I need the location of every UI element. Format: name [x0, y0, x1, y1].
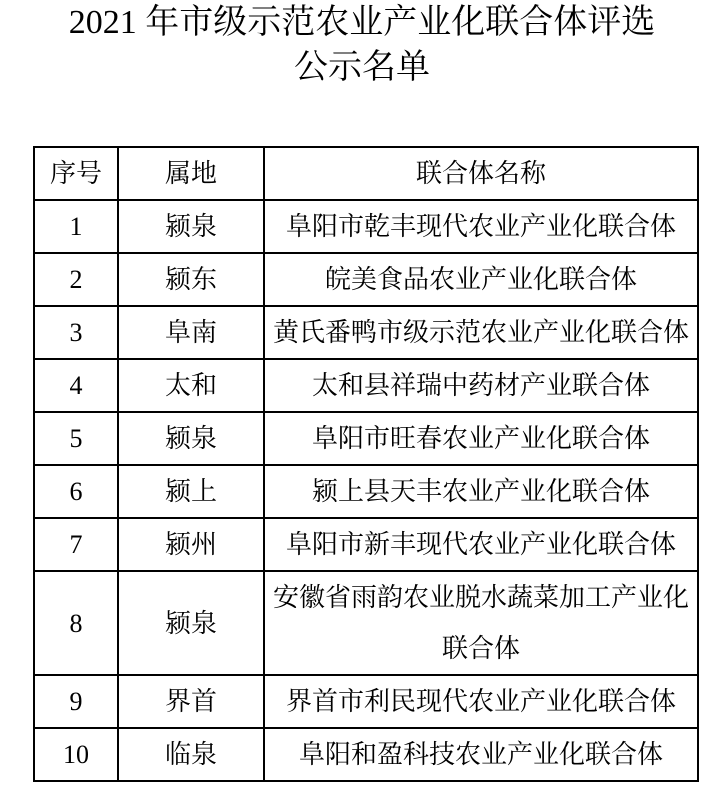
- table-row: [34, 306, 698, 359]
- table-header-row: [34, 147, 698, 200]
- table-row: [34, 359, 698, 412]
- table-row: [34, 465, 698, 518]
- table-row: [34, 200, 698, 253]
- table-row: [34, 675, 698, 728]
- table-row: [34, 253, 698, 306]
- page-title: [0, 0, 724, 90]
- district-cell: 界首: [118, 675, 264, 728]
- consortium-name-cell: 颍上县天丰农业产业化联合体: [264, 465, 698, 518]
- row-index-cell: 8: [34, 571, 118, 675]
- district-cell: 阜南: [118, 306, 264, 359]
- table-row: [34, 571, 698, 675]
- district-cell: 颍泉: [118, 412, 264, 465]
- consortium-name-cell: 阜阳市新丰现代农业产业化联合体: [264, 518, 698, 571]
- district-cell: 颍泉: [118, 571, 264, 675]
- consortium-name-cell: 阜阳市乾丰现代农业产业化联合体: [264, 200, 698, 253]
- consortium-table: [33, 146, 699, 782]
- table-row: [34, 518, 698, 571]
- row-index-cell: 3: [34, 306, 118, 359]
- page-title-line-1: 2021 年市级示范农业产业化联合体评选: [68, 4, 656, 41]
- header-cell-district: 属地: [118, 147, 264, 200]
- consortium-name-cell: 皖美食品农业产业化联合体: [264, 253, 698, 306]
- row-index-cell: 4: [34, 359, 118, 412]
- consortium-name-cell: 阜阳市旺春农业产业化联合体: [264, 412, 698, 465]
- consortium-name-cell: 界首市利民现代农业产业化联合体: [264, 675, 698, 728]
- district-cell: 颍泉: [118, 200, 264, 253]
- table-body: [34, 200, 698, 781]
- district-cell: 颍州: [118, 518, 264, 571]
- district-cell: 太和: [118, 359, 264, 412]
- consortium-name-cell: 黄氏番鸭市级示范农业产业化联合体: [264, 306, 698, 359]
- row-index-cell: 9: [34, 675, 118, 728]
- district-cell: 颍东: [118, 253, 264, 306]
- row-index-cell: 10: [34, 728, 118, 781]
- row-index-cell: 5: [34, 412, 118, 465]
- header-cell-index: 序号: [34, 147, 118, 200]
- table-row: [34, 412, 698, 465]
- consortium-name-cell: 安徽省雨韵农业脱水蔬菜加工产业化联合体: [264, 571, 698, 675]
- header-cell-consortium-name: 联合体名称: [264, 147, 698, 200]
- district-cell: 临泉: [118, 728, 264, 781]
- table-row: [34, 728, 698, 781]
- row-index-cell: 2: [34, 253, 118, 306]
- page-title-line-2: 公示名单: [294, 49, 430, 86]
- row-index-cell: 7: [34, 518, 118, 571]
- row-index-cell: 1: [34, 200, 118, 253]
- district-cell: 颍上: [118, 465, 264, 518]
- consortium-name-cell: 阜阳和盈科技农业产业化联合体: [264, 728, 698, 781]
- consortium-name-cell: 太和县祥瑞中药材产业联合体: [264, 359, 698, 412]
- row-index-cell: 6: [34, 465, 118, 518]
